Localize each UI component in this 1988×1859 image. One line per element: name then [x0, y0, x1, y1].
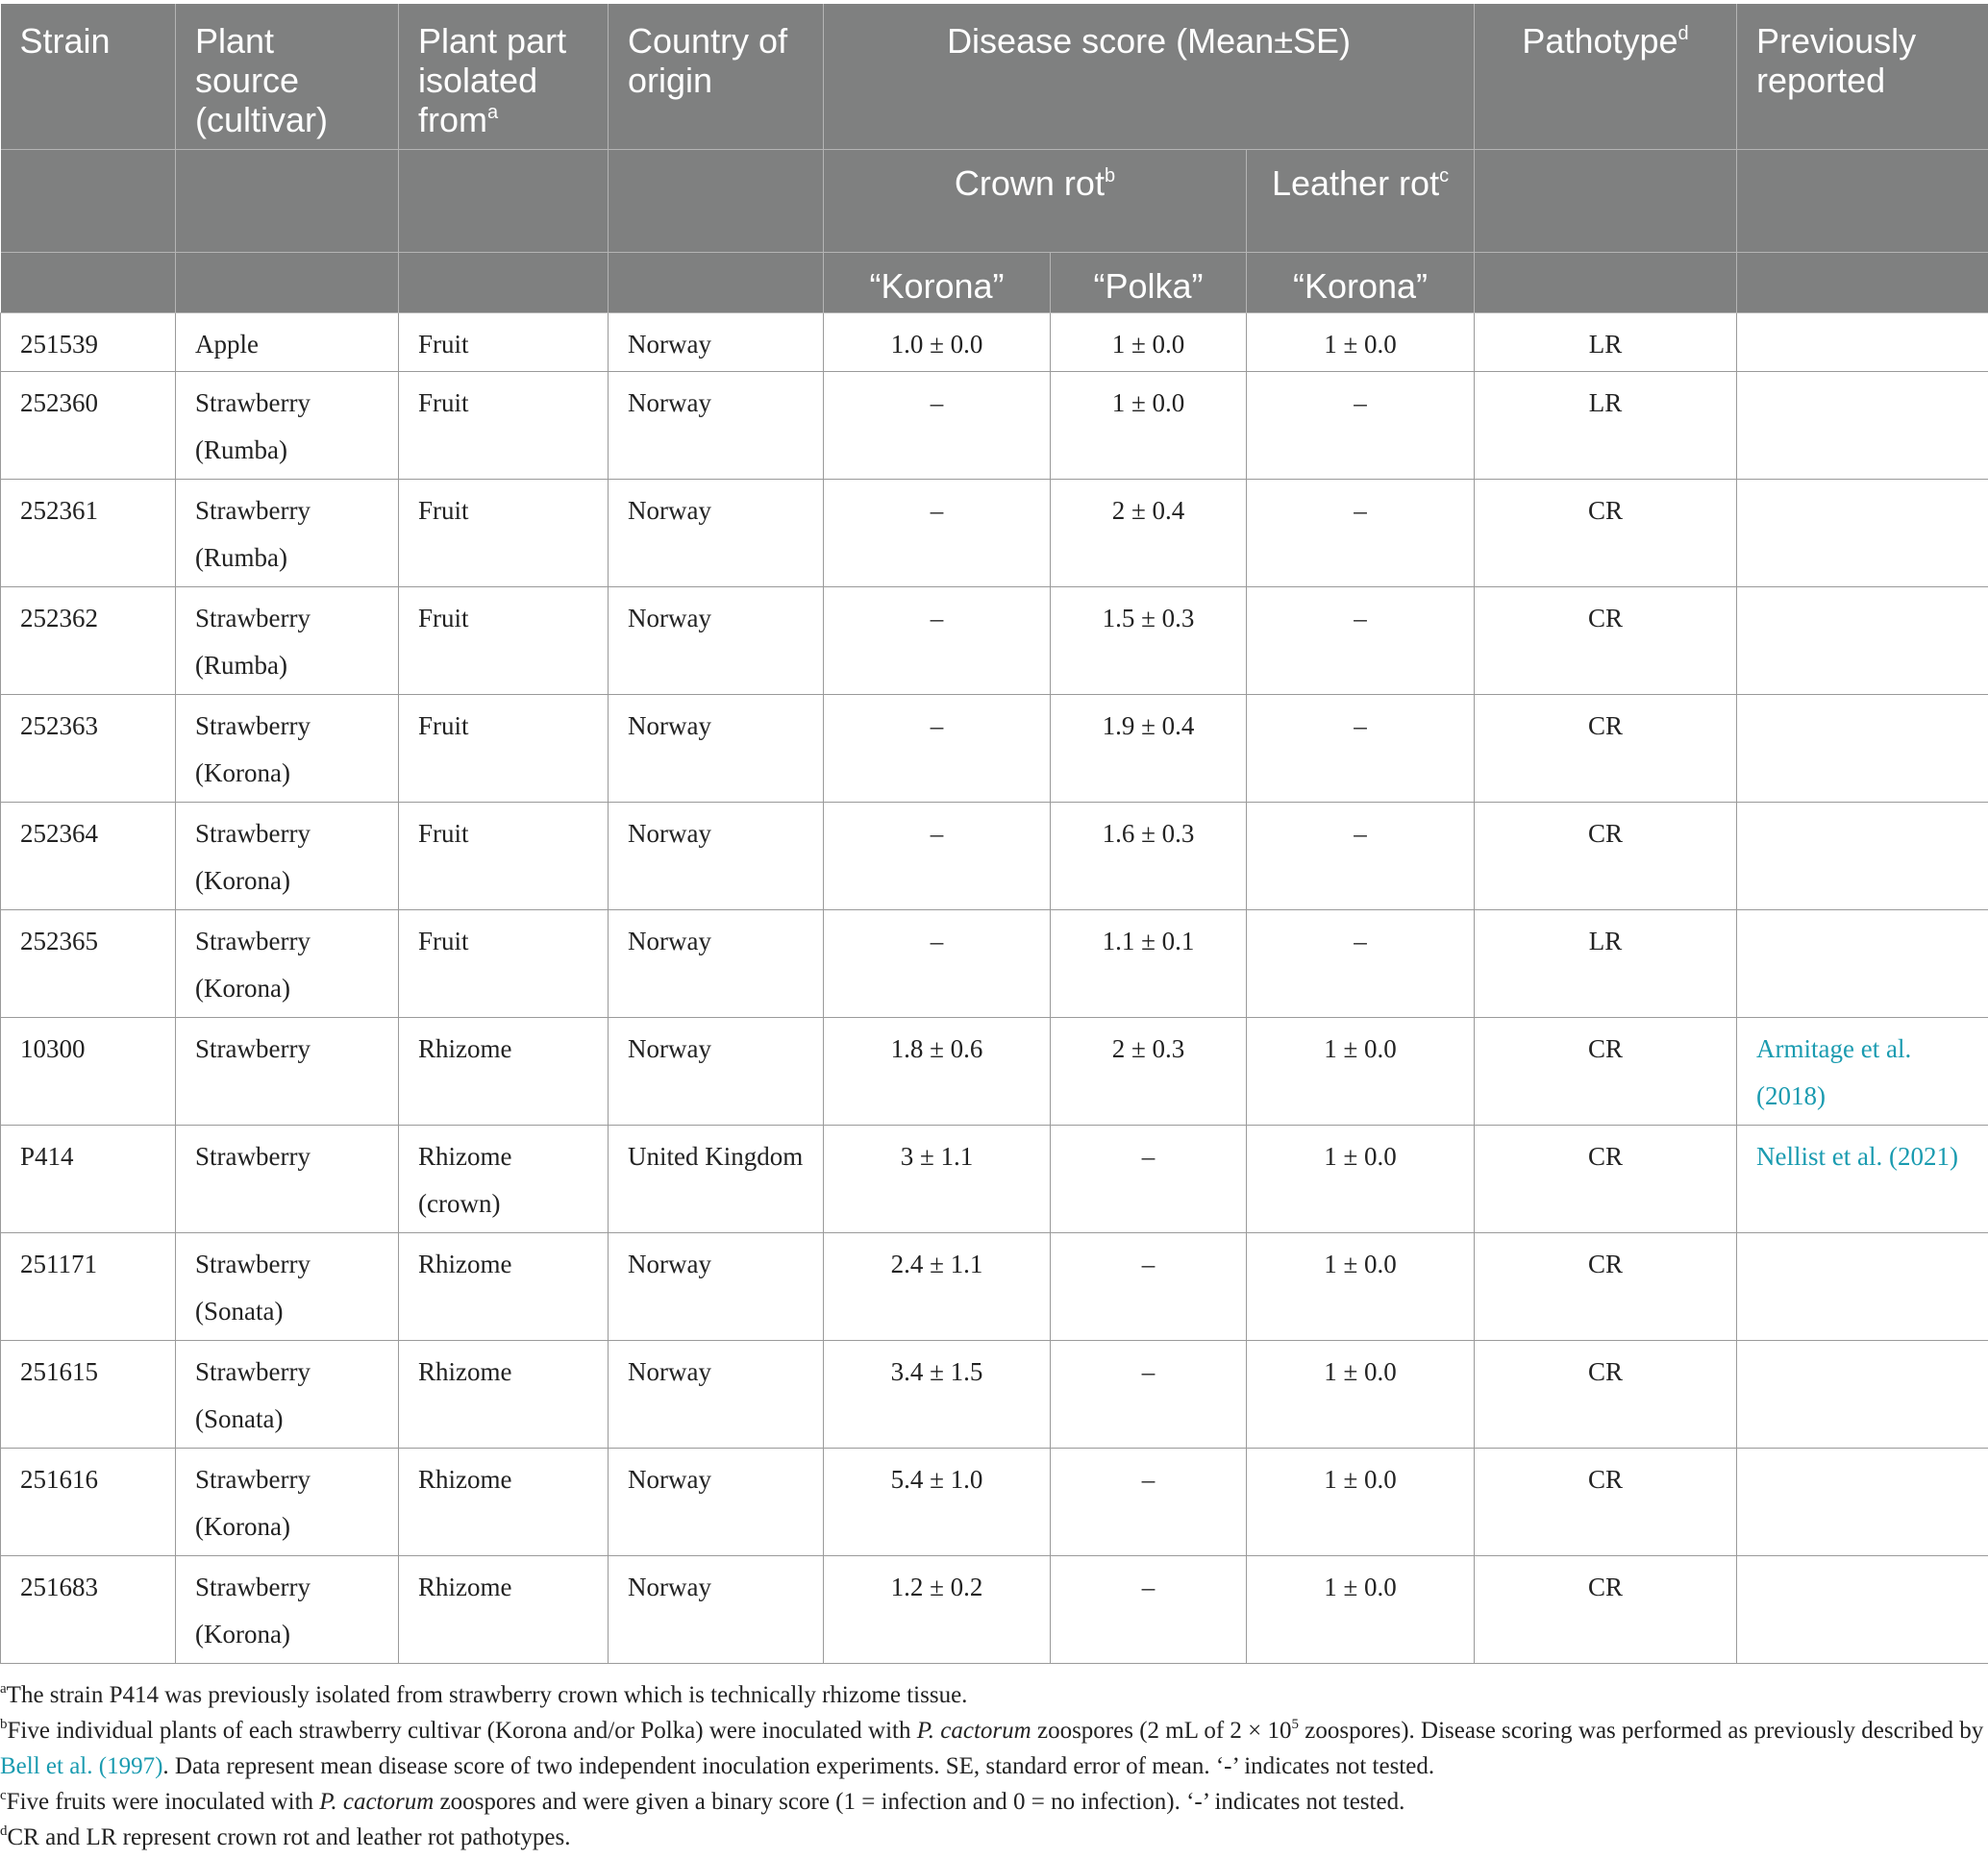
reference-link[interactable]: Nellist et al. (2021): [1756, 1142, 1958, 1171]
cell-crown-korona: –: [824, 587, 1051, 695]
cell-strain: 252364: [1, 803, 176, 910]
cell-plant-source: Strawberry (Rumba): [176, 372, 399, 480]
header-crown-korona: “Korona”: [824, 253, 1051, 313]
header-blank: [176, 253, 399, 313]
cell-plant-source: Strawberry (Korona): [176, 803, 399, 910]
cell-country: Norway: [609, 803, 824, 910]
footnote-mark-b: b: [1104, 165, 1116, 186]
cell-country: Norway: [609, 1449, 824, 1556]
cell-strain: 252361: [1, 480, 176, 587]
cell-pathotype: CR: [1475, 1018, 1737, 1126]
cell-country: Norway: [609, 480, 824, 587]
cell-pathotype: CR: [1475, 1126, 1737, 1233]
cell-crown-korona: 3.4 ± 1.5: [824, 1341, 1051, 1449]
cell-country: United Kingdom: [609, 1126, 824, 1233]
cell-country: Norway: [609, 1233, 824, 1341]
cell-leather-korona: –: [1247, 695, 1475, 803]
cell-crown-korona: 5.4 ± 1.0: [824, 1449, 1051, 1556]
table-row: [1, 1449, 1988, 1556]
cell-plant-part: Rhizome: [399, 1449, 609, 1556]
table-row: [1, 1341, 1988, 1449]
footnote-mark-c: c: [1439, 165, 1450, 186]
cell-pathotype: CR: [1475, 695, 1737, 803]
cell-leather-korona: –: [1247, 480, 1475, 587]
cell-reported: [1737, 1341, 1988, 1449]
cell-crown-korona: 1.8 ± 0.6: [824, 1018, 1051, 1126]
cell-reported: [1737, 313, 1988, 372]
cell-crown-polka: 1.1 ± 0.1: [1051, 910, 1247, 1018]
cell-crown-polka: –: [1051, 1126, 1247, 1233]
header-previously-reported: Previously reported: [1737, 4, 1988, 150]
header-leather-rot: Leather rot$^c$: [1247, 150, 1475, 253]
cell-crown-korona: 3 ± 1.1: [824, 1126, 1051, 1233]
cell-plant-source: Strawberry (Korona): [176, 1556, 399, 1664]
cell-crown-korona: –: [824, 695, 1051, 803]
cell-plant-source: Apple: [176, 313, 399, 372]
table-row: [1, 1233, 1988, 1341]
cell-reported: [1737, 372, 1988, 480]
strain-table: [0, 4, 1988, 1664]
cell-crown-polka: 1 ± 0.0: [1051, 313, 1247, 372]
cell-reported: [1737, 1018, 1988, 1126]
cell-plant-part: Fruit: [399, 480, 609, 587]
header-strain: Strain: [1, 4, 176, 150]
header-blank: [1, 253, 176, 313]
cell-leather-korona: 1 ± 0.0: [1247, 1556, 1475, 1664]
header-crown-rot: Crown rot$^b$: [824, 150, 1247, 253]
footnote-c: $^c$Five fruits were inoculated with P. cactorum zoospores and were given a binary score (1 = infection and 0 = no infection). ‘-’ indicates not tested.: [0, 1788, 1405, 1815]
cell-plant-part: Fruit: [399, 910, 609, 1018]
cell-pathotype: CR: [1475, 480, 1737, 587]
header-plant-source: Plant source (cultivar): [176, 4, 399, 150]
cell-crown-polka: –: [1051, 1233, 1247, 1341]
cell-leather-korona: –: [1247, 587, 1475, 695]
cell-strain: 251616: [1, 1449, 176, 1556]
cell-reported: [1737, 1449, 1988, 1556]
cell-crown-polka: 1 ± 0.0: [1051, 372, 1247, 480]
cell-plant-part: Fruit: [399, 803, 609, 910]
cell-leather-korona: 1 ± 0.0: [1247, 313, 1475, 372]
cell-reported: [1737, 480, 1988, 587]
cell-pathotype: LR: [1475, 910, 1737, 1018]
cell-crown-korona: –: [824, 803, 1051, 910]
cell-strain: 252360: [1, 372, 176, 480]
cell-plant-part: Rhizome: [399, 1018, 609, 1126]
footnote-b: $^b$Five individual plants of each strawberry cultivar (Korona and/or Polka) were inoculated with P. cactorum zoospores (2 mL of $2 \times 10^5$ zoospores). Disease scoring was performed as previously described by Bell et al. (1997). Data represent mean disease score of two independent inoculation experiments. SE, standard error of mean. ‘-’ indicates not tested.: [0, 1717, 1984, 1779]
cell-crown-polka: –: [1051, 1556, 1247, 1664]
cell-plant-source: Strawberry (Korona): [176, 695, 399, 803]
cell-strain: 251171: [1, 1233, 176, 1341]
cell-plant-source: Strawberry: [176, 1126, 399, 1233]
cell-country: Norway: [609, 313, 824, 372]
cell-plant-source: Strawberry (Rumba): [176, 587, 399, 695]
cell-crown-korona: –: [824, 372, 1051, 480]
header-plant-part: Plant part isolated from$^a$: [399, 4, 609, 150]
table-footnotes: [0, 1677, 1988, 1855]
footnote-a: $^a$The strain P414 was previously isolated from strawberry crown which is technically rhizome tissue.: [0, 1681, 968, 1708]
header-disease-score: Disease score (Mean±SE): [824, 4, 1475, 150]
cell-leather-korona: –: [1247, 910, 1475, 1018]
table-row: [1, 695, 1988, 803]
table-row: [1, 480, 1988, 587]
cell-plant-part: Rhizome: [399, 1556, 609, 1664]
table-row: [1, 910, 1988, 1018]
cell-country: Norway: [609, 587, 824, 695]
header-leather-korona: “Korona”: [1247, 253, 1475, 313]
header-blank: [1737, 253, 1988, 313]
cell-reported: [1737, 587, 1988, 695]
cell-crown-korona: –: [824, 910, 1051, 1018]
cell-plant-part: Fruit: [399, 695, 609, 803]
cell-crown-korona: 2.4 ± 1.1: [824, 1233, 1051, 1341]
header-pathotype: Pathotype$^d$: [1475, 4, 1737, 150]
cell-plant-source: Strawberry (Korona): [176, 910, 399, 1018]
cell-reported: [1737, 910, 1988, 1018]
cell-reported: [1737, 695, 1988, 803]
cell-plant-source: Strawberry (Rumba): [176, 480, 399, 587]
table-row: [1, 803, 1988, 910]
cell-pathotype: CR: [1475, 803, 1737, 910]
cell-leather-korona: 1 ± 0.0: [1247, 1449, 1475, 1556]
cell-pathotype: CR: [1475, 1233, 1737, 1341]
cell-country: Norway: [609, 910, 824, 1018]
cell-plant-part: Fruit: [399, 313, 609, 372]
cell-pathotype: LR: [1475, 313, 1737, 372]
cell-leather-korona: –: [1247, 372, 1475, 480]
cell-country: Norway: [609, 1018, 824, 1126]
cell-crown-korona: 1.2 ± 0.2: [824, 1556, 1051, 1664]
cell-strain: 251615: [1, 1341, 176, 1449]
cell-leather-korona: 1 ± 0.0: [1247, 1126, 1475, 1233]
cell-plant-source: Strawberry (Sonata): [176, 1233, 399, 1341]
cell-reported: [1737, 1126, 1988, 1233]
header-blank: [399, 150, 609, 253]
table-row: [1, 1556, 1988, 1664]
footnote-d: $^d$CR and LR represent crown rot and leather rot pathotypes.: [0, 1823, 571, 1850]
header-blank: [1, 150, 176, 253]
cell-crown-polka: –: [1051, 1341, 1247, 1449]
cell-plant-part: Rhizome (crown): [399, 1126, 609, 1233]
cell-strain: 251683: [1, 1556, 176, 1664]
cell-crown-polka: 1.9 ± 0.4: [1051, 695, 1247, 803]
reference-link[interactable]: Bell et al. (1997): [0, 1753, 163, 1779]
cell-reported: [1737, 803, 1988, 910]
cell-leather-korona: –: [1247, 803, 1475, 910]
reference-link[interactable]: Armitage et al. (2018): [1756, 1034, 1912, 1110]
cell-pathotype: CR: [1475, 1556, 1737, 1664]
cell-strain: 10300: [1, 1018, 176, 1126]
cell-strain: 252365: [1, 910, 176, 1018]
header-blank: [176, 150, 399, 253]
table-row: [1, 587, 1988, 695]
cell-reported: [1737, 1556, 1988, 1664]
header-crown-polka: “Polka”: [1051, 253, 1247, 313]
cell-strain: 252363: [1, 695, 176, 803]
cell-strain: 252362: [1, 587, 176, 695]
cell-leather-korona: 1 ± 0.0: [1247, 1233, 1475, 1341]
table-row: [1, 313, 1988, 372]
cell-plant-source: Strawberry (Sonata): [176, 1341, 399, 1449]
header-blank: [609, 150, 824, 253]
cell-strain: P414: [1, 1126, 176, 1233]
cell-leather-korona: 1 ± 0.0: [1247, 1341, 1475, 1449]
cell-crown-polka: 1.5 ± 0.3: [1051, 587, 1247, 695]
cell-crown-polka: –: [1051, 1449, 1247, 1556]
cell-crown-polka: 2 ± 0.3: [1051, 1018, 1247, 1126]
cell-leather-korona: 1 ± 0.0: [1247, 1018, 1475, 1126]
cell-pathotype: CR: [1475, 1341, 1737, 1449]
cell-plant-source: Strawberry (Korona): [176, 1449, 399, 1556]
header-blank: [1475, 253, 1737, 313]
header-blank: [1475, 150, 1737, 253]
cell-plant-part: Rhizome: [399, 1341, 609, 1449]
cell-pathotype: CR: [1475, 1449, 1737, 1556]
cell-country: Norway: [609, 695, 824, 803]
cell-crown-korona: –: [824, 480, 1051, 587]
table-row: [1, 1018, 1988, 1126]
table-row: [1, 1126, 1988, 1233]
cell-country: Norway: [609, 1556, 824, 1664]
cell-plant-part: Fruit: [399, 587, 609, 695]
header-country: Country of origin: [609, 4, 824, 150]
header-blank: [399, 253, 609, 313]
cell-crown-korona: 1.0 ± 0.0: [824, 313, 1051, 372]
table-row: [1, 372, 1988, 480]
header-blank: [1737, 150, 1988, 253]
cell-strain: 251539: [1, 313, 176, 372]
cell-plant-part: Fruit: [399, 372, 609, 480]
cell-pathotype: CR: [1475, 587, 1737, 695]
cell-pathotype: LR: [1475, 372, 1737, 480]
cell-country: Norway: [609, 372, 824, 480]
cell-plant-source: Strawberry: [176, 1018, 399, 1126]
cell-reported: [1737, 1233, 1988, 1341]
cell-crown-polka: 2 ± 0.4: [1051, 480, 1247, 587]
header-blank: [609, 253, 824, 313]
cell-country: Norway: [609, 1341, 824, 1449]
footnote-mark-a: a: [487, 102, 499, 123]
cell-crown-polka: 1.6 ± 0.3: [1051, 803, 1247, 910]
footnote-mark-d: d: [1677, 23, 1689, 44]
cell-plant-part: Rhizome: [399, 1233, 609, 1341]
